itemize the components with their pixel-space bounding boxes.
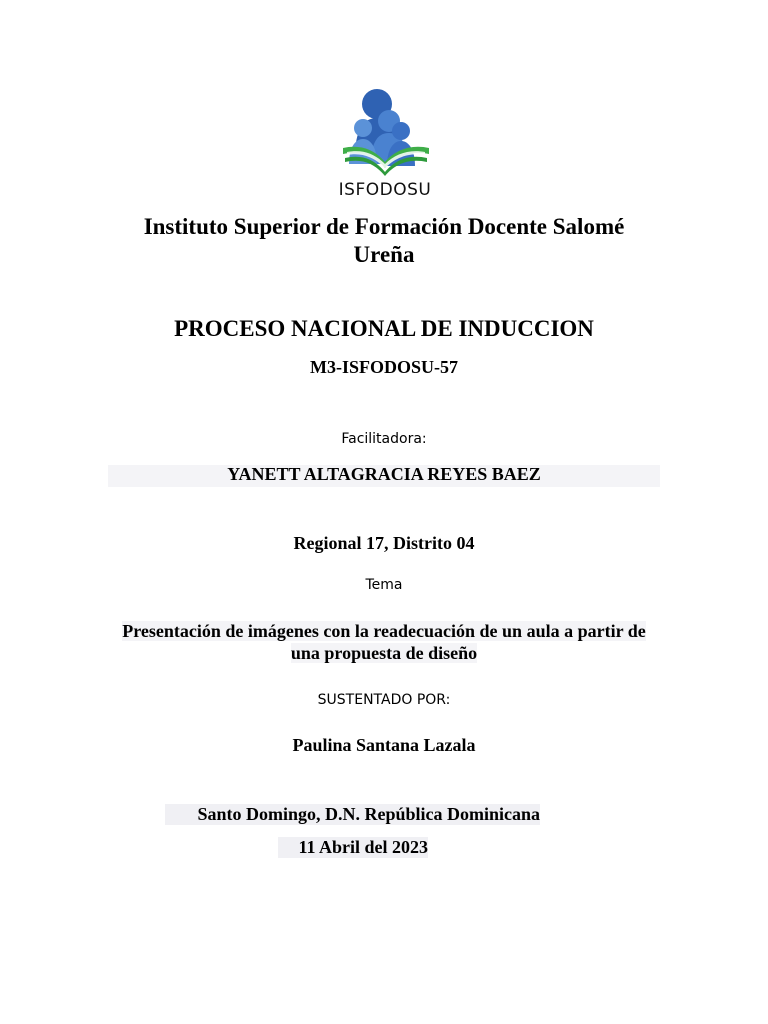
- program-title: PROCESO NACIONAL DE INDUCCION: [174, 316, 594, 341]
- facilitator-name: YANETT ALTAGRACIA REYES BAEZ: [227, 464, 541, 484]
- logo-text: ISFODOSU: [338, 180, 432, 200]
- topic-line-1: Presentación de imágenes con la readecuación de un aula a partir de: [122, 621, 646, 641]
- logo-emblem-icon: [333, 88, 437, 180]
- institution-title: Instituto Superior de Formación Docente Salomé Ureña: [143, 214, 625, 267]
- presenter-name: Paulina Santana Lazala: [292, 735, 476, 755]
- course-code: M3-ISFODOSU-57: [310, 357, 458, 377]
- isfodosu-logo: [333, 88, 437, 202]
- facilitator-label: Facilitadora:: [341, 431, 427, 447]
- regional-district: Regional 17, Distrito 04: [293, 533, 475, 553]
- place: Santo Domingo, D.N. República Dominicana: [197, 804, 540, 824]
- topic-text: [110, 620, 658, 664]
- topic-line-2: una propuesta de diseño: [290, 643, 478, 663]
- date: 11 Abril del 2023: [298, 837, 428, 857]
- presenter-label: SUSTENTADO POR:: [317, 692, 451, 708]
- topic-label: Tema: [365, 577, 403, 593]
